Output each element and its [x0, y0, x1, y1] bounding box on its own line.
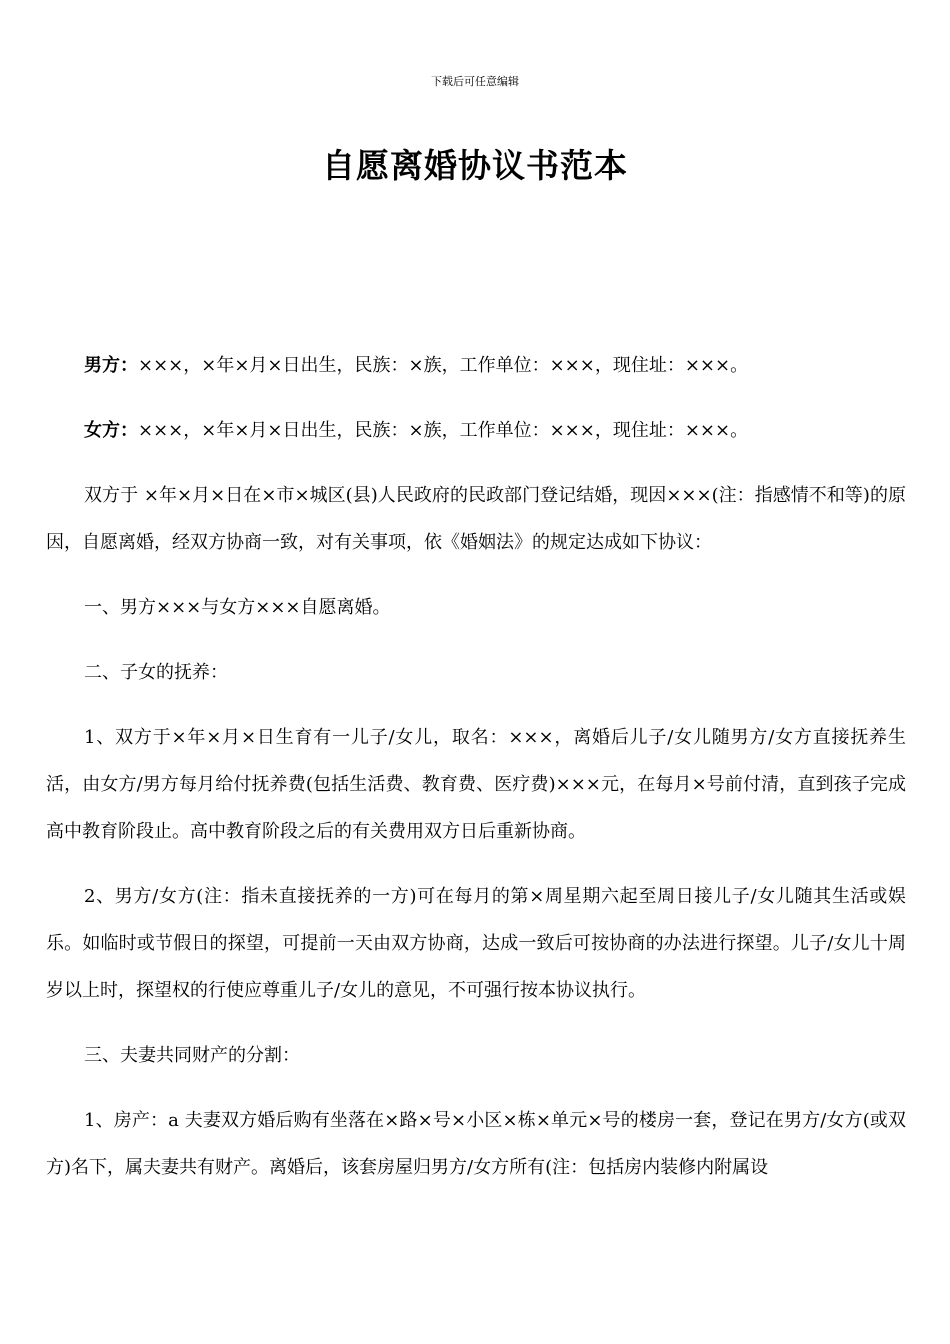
paragraph-clause-1: 一、男方×××与女方×××自愿离婚。: [84, 597, 391, 618]
party-female-label: 女方：: [84, 420, 138, 441]
paragraph-preamble: 双方于 ×年×月×日在×市×城区(县)人民政府的民政部门登记结婚，现因×××(注：指感情不和等)的原因，自愿离婚，经双方协商一致，对有关事项，依《婚姻法》的规定达成如下协议：: [46, 485, 906, 553]
paragraph-section-3-heading: 三、夫妻共同财产的分割：: [84, 1045, 300, 1066]
paragraph-visitation: 2、男方/女方(注：指未直接抚养的一方)可在每月的第×周星期六起至周日接儿子/女儿随其生活或娱乐。如临时或节假日的探望，可提前一天由双方协商，达成一致后可按协商的办法进行探望。儿子/女儿十周岁以上时，探望权的行使应尊重儿子/女儿的意见，不可强行按本协议执行。: [46, 886, 906, 1001]
party-female: [46, 407, 906, 454]
paragraph-property: 1、房产：a 夫妻双方婚后购有坐落在×路×号×小区×栋×单元×号的楼房一套，登记在男方/女方(或双方)名下，属夫妻共有财产。离婚后，该套房屋归男方/女方所有(注：包括房内装修内附属设: [46, 1110, 906, 1178]
document-title: 自愿离婚协议书范本: [322, 146, 628, 185]
document-body: [46, 342, 906, 1209]
party-male: [46, 342, 906, 389]
party-male-text: ×××，×年×月×日出生，民族：×族，工作单位：×××，现住址：×××。: [138, 355, 749, 376]
header-note: 下载后可任意编辑: [431, 75, 519, 88]
party-male-label: 男方：: [84, 355, 138, 376]
paragraph-section-2-heading: 二、子女的抚养：: [84, 662, 228, 683]
paragraph-child-support: 1、双方于×年×月×日生育有一儿子/女儿，取名：×××，离婚后儿子/女儿随男方/女方直接抚养生活，由女方/男方每月给付抚养费(包括生活费、教育费、医疗费)×××元，在每月×号前付清，直到孩子完成高中教育阶段止。高中教育阶段之后的有关费用双方日后重新协商。: [46, 727, 906, 842]
party-female-text: ×××，×年×月×日出生，民族：×族，工作单位：×××，现住址：×××。: [138, 420, 749, 441]
